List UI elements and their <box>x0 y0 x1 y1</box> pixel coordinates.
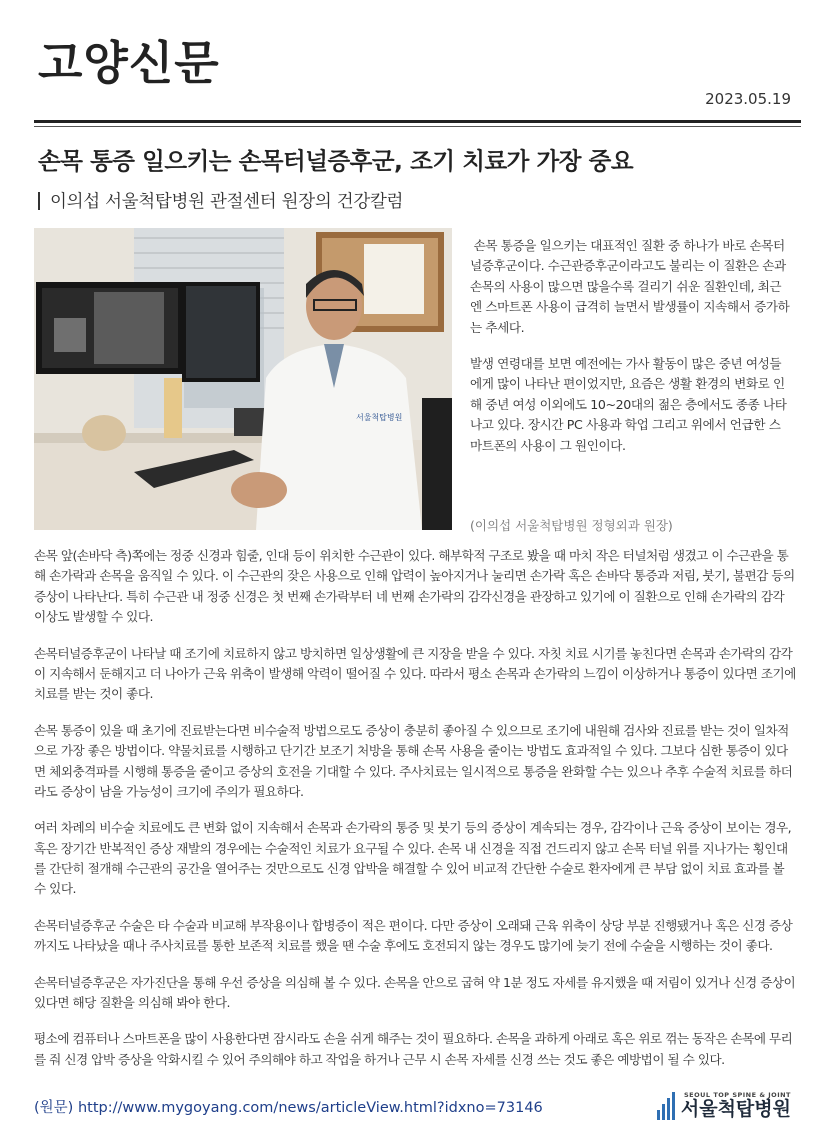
masthead-rule <box>34 120 801 123</box>
article-photo <box>34 228 452 530</box>
coat-label: 서울척탑병원 <box>356 413 403 422</box>
body-paragraph: 평소에 컴퓨터나 스마트폰을 많이 사용한다면 잠시라도 손을 쉬게 해주는 것이 필요하다. 손목을 과하게 아래로 혹은 위로 꺾는 동작은 손목에 무리를 줘 신경 압박 증상을 악화시킬 수 있어 주의해야 하고 작업을 하거나 근무 시 손목 자세를 신경 쓰는 것도 좋은 예방법이 될 수 있다. <box>34 1031 793 1067</box>
doctor-office-photo <box>34 228 452 530</box>
subhead-bar <box>38 192 40 210</box>
article-subhead <box>38 188 403 213</box>
masthead-title: 고양신문 <box>38 36 220 90</box>
source-link[interactable]: http://www.mygoyang.com/news/articleView.html?idxno=73146 <box>77 1100 543 1116</box>
publish-date: 2023.05.19 <box>705 90 791 108</box>
intro-paragraph: 발생 연령대를 보면 예전에는 가사 활동이 많은 중년 여성들에게 많이 나타난 편이었지만, 요즘은 생활 환경의 변화로 인해 중년 여성 이외에도 10~20대의 젊은 층에서도 종종 나타나고 있다. 장시간 PC 사용과 학업 그리고 위에서 언급한 스마트폰의 사용이 그 원인이다. <box>470 355 787 453</box>
hospital-logo-korean: 서울척탑병원 <box>680 1098 791 1121</box>
masthead-rule-thin <box>34 126 801 127</box>
intro-column <box>470 236 790 472</box>
hospital-logo-english: SEOUL TOP SPINE & JOINT <box>684 1091 791 1100</box>
body-paragraph: 손목터널증후군은 자가진단을 통해 우선 증상을 의심해 볼 수 있다. 손목을 안으로 굽혀 약 1분 정도 자세를 유지했을 때 저림이 있거나 신경 증상이 있다면 해당 질환을 의심해 봐야 한다. <box>34 974 796 1011</box>
source-line <box>34 1096 543 1117</box>
body-paragraph: 여러 차례의 비수술 치료에도 큰 변화 없이 지속해서 손목과 손가락의 통증 및 붓기 등의 증상이 계속되는 경우, 감각이나 근육 증상이 보이는 경우, 혹은 장기간 반복적인 증상 재발의 경우에는 수술적인 치료가 요구될 수 있다. 손목 내 신경을 직접 건드리지 않고 손목 터널 위를 지나가는 횡인대를 간단히 절개해 수근관의 공간을 열어주는 것만으로도 신경 압박을 해결할 수 있어 비교적 간단한 수술로 환자에게 큰 부담 없이 치료 효과를 볼 수 있다. <box>34 820 792 897</box>
body-paragraph: 손목 통증이 있을 때 초기에 진료받는다면 비수술적 방법으로도 증상이 충분히 좋아질 수 있으므로 조기에 내원해 검사와 진료를 받는 것이 일차적으로 가장 좋은 방법이다. 약물치료를 시행하고 단기간 보조기 처방을 통해 손목 사용을 줄이는 방법도 효과적일 수 있다. 그보다 심한 통증이 있다면 체외충격파를 시행해 통증을 줄이고 증상의 호전을 기대할 수 있다. 주사치료는 일시적으로 통증을 완화할 수는 있으나 추후 수술적 치료를 하더라도 증상이 남을 가능성이 크기에 주의가 필요하다. <box>34 722 793 799</box>
source-label: (원문) <box>34 1100 74 1116</box>
hospital-logo <box>657 1084 791 1120</box>
body-paragraph: 손목터널증후군 수술은 타 수술과 비교해 부작용이나 합병증이 적은 편이다. 다만 증상이 오래돼 근육 위축이 상당 부분 진행됐거나 혹은 신경 증상까지도 나타났을 때나 주사치료를 통한 보존적 치료를 했을 땐 수술 후에도 호전되지 않는 경우도 많기에 늦기 전에 수술을 시행하는 것이 좋다. <box>34 917 793 954</box>
photo-caption: (이의섭 서울척탑병원 정형외과 원장) <box>470 518 673 533</box>
intro-paragraph: 손목 통증을 일으키는 대표적인 질환 중 하나가 바로 손목터널증후군이다. 수근관증후군이라고도 불리는 이 질환은 손과 손목의 사용이 많으면 많을수록 걸리기 쉬운 질환인데, 최근엔 스마트폰 사용이 급격히 늘면서 발생률이 지속해서 증가하는 추세다. <box>470 238 790 335</box>
article-body <box>34 546 798 1086</box>
body-paragraph: 손목터널증후군이 나타날 때 조기에 치료하지 않고 방치하면 일상생활에 큰 지장을 받을 수 있다. 자칫 치료 시기를 놓친다면 손목과 손가락의 감각이 지속해서 둔해지고 더 나아가 근육 위축이 발생해 악력이 떨어질 수 있다. 따라서 평소 손목과 손가락의 느낌이 이상하거나 통증이 있다면 조기에 치료를 받는 것이 좋다. <box>34 645 796 702</box>
subhead-text: 이의섭 서울척탑병원 관절센터 원장의 건강칼럼 <box>50 192 404 212</box>
body-paragraph: 손목 앞(손바닥 측)쪽에는 정중 신경과 힘줄, 인대 등이 위치한 수근관이 있다. 해부학적 구조로 봤을 때 마치 작은 터널처럼 생겼고 이 수근관을 통해 손가락과 손목을 움직일 수 있다. 이 수근관의 잦은 사용으로 인해 압력이 높아지거나 눌리면 손가락 혹은 손바닥 통증과 저림, 붓기, 불편감 등의 증상이 나타난다. 특히 수근관 내 정중 신경은 첫 번째 손가락부터 네 번째 손가락의 감각신경을 관장하고 있기에 이 질환으로 인해 손가락의 감각 이상도 발생할 수 있다. <box>34 548 795 625</box>
hospital-logo-icon <box>657 1092 675 1120</box>
article-headline: 손목 통증 일으키는 손목터널증후군, 조기 치료가 가장 중요 <box>38 147 634 175</box>
